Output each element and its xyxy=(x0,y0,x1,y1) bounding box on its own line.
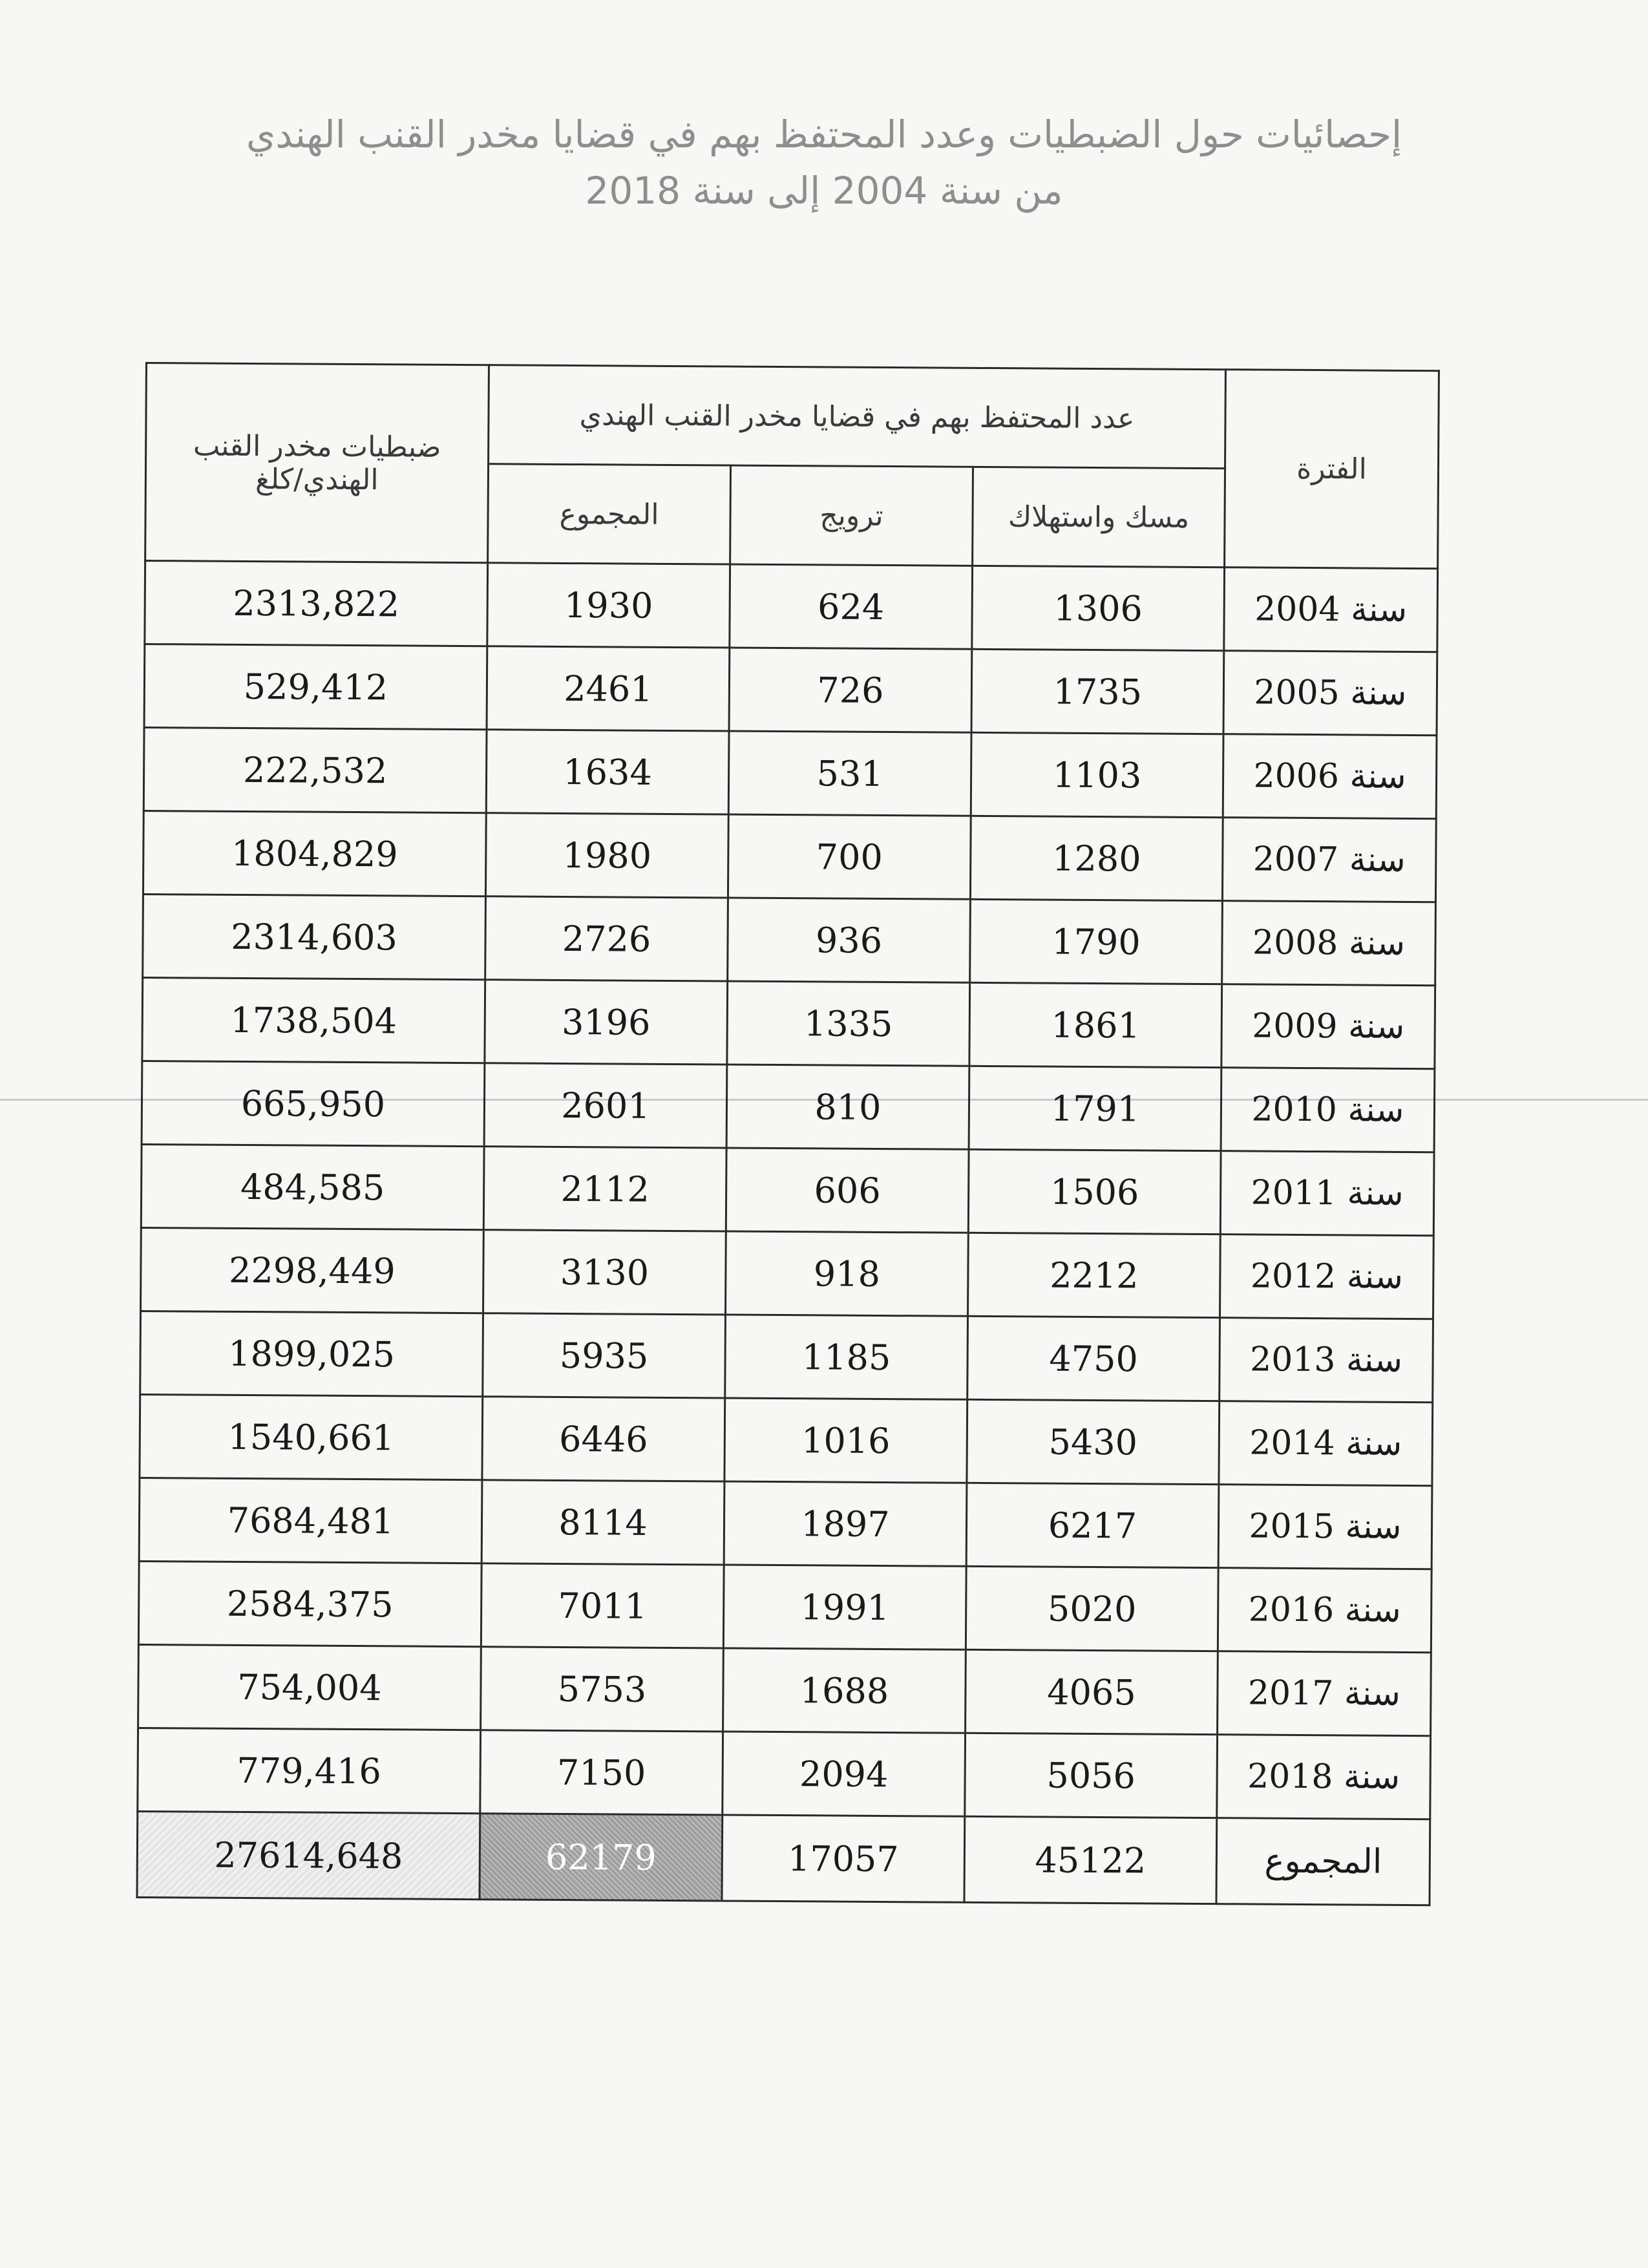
header-trafficking: ترويج xyxy=(730,465,973,566)
statistics-table xyxy=(136,362,1439,1906)
cell-seizures: 2313,822 xyxy=(145,561,488,646)
cell-total: 2461 xyxy=(487,646,730,731)
cell-seizures: 779,416 xyxy=(138,1728,481,1813)
table-row xyxy=(142,1061,1435,1152)
cell-trafficking: 700 xyxy=(728,814,971,899)
title-line-2: من سنة 2004 إلى سنة 2018 xyxy=(585,169,1063,213)
header-possession: مسك واستهلاك xyxy=(973,467,1225,567)
header-detained-group: عدد المحتفظ بهم في قضايا مخدر القنب الهندي xyxy=(489,365,1226,469)
cell-possession: 1306 xyxy=(972,566,1225,650)
cell-seizures: 2314,603 xyxy=(143,894,486,979)
cell-period: سنة 2009 xyxy=(1221,984,1435,1069)
table-row xyxy=(139,1478,1432,1569)
cell-trafficking: 1688 xyxy=(723,1648,966,1733)
cell-trafficking: 1897 xyxy=(724,1481,967,1566)
table-row xyxy=(143,727,1437,818)
table-row xyxy=(141,1144,1434,1235)
cell-period: سنة 2008 xyxy=(1222,901,1436,986)
cell-possession: 5020 xyxy=(966,1566,1218,1651)
cell-period: سنة 2015 xyxy=(1218,1485,1432,1569)
cell-period: سنة 2014 xyxy=(1219,1401,1433,1486)
cell-possession: 4065 xyxy=(966,1649,1218,1734)
table-row xyxy=(138,1644,1431,1735)
cell-possession: 1790 xyxy=(970,899,1223,984)
header-row-1 xyxy=(146,363,1439,470)
cell-possession: 1791 xyxy=(969,1066,1221,1150)
cell-seizures: 529,412 xyxy=(144,644,487,730)
cell-period: سنة 2011 xyxy=(1220,1151,1434,1236)
cell-total: 8114 xyxy=(481,1480,724,1565)
cell-total: 3196 xyxy=(485,980,728,1065)
cell-period: سنة 2004 xyxy=(1224,567,1438,652)
cell-trafficking: 918 xyxy=(726,1231,969,1316)
cell-possession: 6217 xyxy=(966,1483,1219,1567)
cell-seizures: 1540,661 xyxy=(140,1394,483,1479)
cell-trafficking: 606 xyxy=(726,1148,969,1233)
cell-period: سنة 2005 xyxy=(1223,651,1437,736)
cell-seizures: 7684,481 xyxy=(139,1478,482,1563)
cell-period: سنة 2013 xyxy=(1220,1318,1433,1403)
table-row xyxy=(140,1394,1433,1485)
cell-total: 2112 xyxy=(483,1147,726,1231)
table-row xyxy=(143,894,1436,985)
cell-seizures: 2298,449 xyxy=(141,1227,484,1313)
table-row xyxy=(138,1728,1431,1819)
table-row xyxy=(140,1311,1433,1402)
cell-grand-total: 62179 xyxy=(480,1814,723,1901)
cell-total: 2601 xyxy=(484,1063,727,1148)
cell-total: 7011 xyxy=(481,1563,724,1648)
cell-possession: 5430 xyxy=(967,1399,1220,1484)
cell-trafficking: 1185 xyxy=(725,1315,968,1399)
table-row xyxy=(143,811,1436,902)
cell-period: سنة 2018 xyxy=(1217,1735,1431,1819)
table-row xyxy=(142,977,1435,1068)
cell-total: 1634 xyxy=(486,730,729,814)
cell-trafficking: 2094 xyxy=(723,1732,966,1816)
cell-possession: 4750 xyxy=(967,1316,1220,1401)
cell-total: 7150 xyxy=(480,1730,723,1815)
cell-period: سنة 2010 xyxy=(1221,1068,1435,1152)
cell-total: 5935 xyxy=(483,1313,726,1398)
table-row xyxy=(145,561,1438,652)
statistics-table-wrapper xyxy=(136,362,1437,1906)
cell-seizures: 1899,025 xyxy=(140,1311,483,1396)
cell-total-possession: 45122 xyxy=(964,1816,1217,1903)
header-total: المجموع xyxy=(488,464,731,564)
cell-total-trafficking: 17057 xyxy=(722,1815,965,1902)
cell-possession: 1506 xyxy=(968,1149,1221,1234)
cell-trafficking: 624 xyxy=(730,564,973,649)
cell-total: 6446 xyxy=(482,1397,725,1481)
cell-total: 1980 xyxy=(485,813,728,898)
cell-period: سنة 2017 xyxy=(1218,1651,1431,1736)
cell-total: 5753 xyxy=(481,1647,724,1732)
page-title xyxy=(194,107,1454,219)
cell-seizures: 222,532 xyxy=(143,727,487,812)
cell-trafficking: 726 xyxy=(729,648,972,732)
cell-seizures: 2584,375 xyxy=(138,1561,481,1646)
totals-row xyxy=(137,1811,1430,1905)
cell-trafficking: 810 xyxy=(726,1065,969,1149)
cell-possession: 1280 xyxy=(970,816,1223,900)
cell-seizures: 1804,829 xyxy=(143,811,486,896)
cell-period: سنة 2007 xyxy=(1222,818,1436,902)
header-seizures: ضبطيات مخدر القنب الهندي/كلغ xyxy=(145,363,489,563)
cell-total-seizures: 27614,648 xyxy=(137,1811,480,1899)
cell-period: سنة 2006 xyxy=(1223,734,1437,819)
cell-possession: 1735 xyxy=(971,649,1224,734)
cell-trafficking: 936 xyxy=(728,898,971,982)
cell-seizures: 754,004 xyxy=(138,1644,481,1730)
cell-seizures: 1738,504 xyxy=(142,977,485,1063)
cell-trafficking: 1991 xyxy=(723,1565,966,1649)
cell-possession: 5056 xyxy=(965,1733,1218,1818)
cell-trafficking: 1016 xyxy=(724,1398,967,1483)
cell-seizures: 665,950 xyxy=(142,1061,485,1146)
cell-period: سنة 2012 xyxy=(1220,1235,1433,1319)
cell-possession: 1861 xyxy=(969,982,1222,1067)
cell-total: 3130 xyxy=(483,1230,726,1315)
cell-possession: 1103 xyxy=(971,732,1223,817)
title-line-1: إحصائيات حول الضبطيات وعدد المحتفظ بهم في قضايا مخدر القنب الهندي xyxy=(246,112,1402,156)
cell-total-label: المجموع xyxy=(1216,1818,1430,1905)
cell-seizures: 484,585 xyxy=(141,1144,484,1229)
cell-trafficking: 1335 xyxy=(727,981,970,1066)
table-row xyxy=(141,1227,1434,1319)
table-row xyxy=(144,644,1437,736)
cell-total: 1930 xyxy=(487,563,730,648)
table-row xyxy=(138,1561,1431,1652)
cell-period: سنة 2016 xyxy=(1218,1568,1431,1653)
cell-trafficking: 531 xyxy=(728,731,971,816)
header-period: الفترة xyxy=(1225,370,1439,569)
cell-total: 2726 xyxy=(485,896,728,981)
cell-possession: 2212 xyxy=(968,1233,1221,1317)
